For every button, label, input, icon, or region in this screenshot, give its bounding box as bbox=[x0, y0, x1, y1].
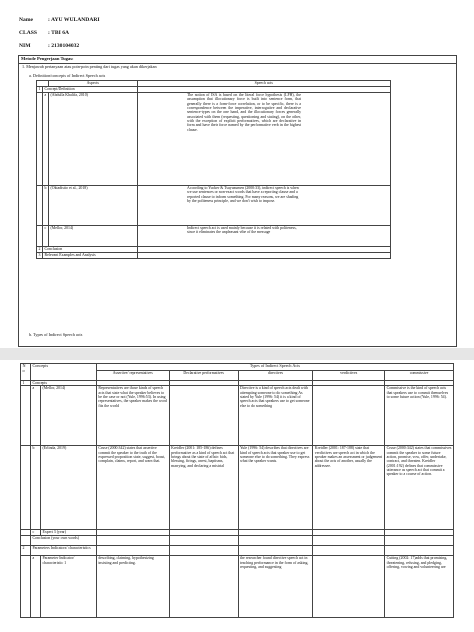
types-table bbox=[20, 363, 454, 618]
concept-cell: Expert 3 (year) bbox=[40, 530, 96, 536]
row-letter: b bbox=[30, 446, 40, 530]
row-number: 1 bbox=[37, 87, 43, 93]
concept-cell: (Mellor, 2014) bbox=[40, 386, 96, 446]
text-cell-wrap bbox=[137, 226, 390, 247]
type-declarative: Declarative performatives bbox=[169, 371, 238, 381]
cell-verdictives bbox=[313, 556, 385, 618]
cell-directives: Directive is a kind of speech acts dealt with attempting someone to do something As stated by Yule (1996: 54) it is a kind of speech acts that speakers use to get someone else to do something bbox=[238, 386, 313, 446]
nim-value: : 2130104032 bbox=[48, 43, 80, 49]
cell-assertive: Cruse (2000:342) states that assertive commit the speaker to the truth of the expressed proposition state, suggest, boast, complain, claims, report, and warn that. bbox=[96, 446, 169, 530]
text-cell: The notion of ISA is based on the literal force hypothesis (LFH), the assumption that illocutionary force is built into sentence form, that generally there is a form-force correlation, or to be specific, there is a correspondence between the imperative, interrogative and declarative sentence-types on the one hand, and the illocutionary forces generally associated with them (requesting, questioning and stating), on the other, with the exception of explicit performatives, which are declarative in form and have their force named by the performative verb in the highest clause. bbox=[187, 93, 302, 132]
row-number: 1 bbox=[21, 381, 31, 386]
cell-directives: the researcher found directive speech act in teaching performance in the form of asking, requesting, and suggesting bbox=[238, 556, 313, 618]
aspect-cell: (Oktadistio et al., 2018) bbox=[48, 186, 137, 226]
name-label: Name bbox=[19, 17, 33, 23]
cell-verdictives: Kreidler (2001: 187-188) state that verdictives are speech act in which the speaker makes an assessment or judgement about the acts of another, usually the addressee. bbox=[313, 446, 385, 530]
cell bbox=[96, 536, 169, 546]
page-gap bbox=[0, 348, 474, 360]
cell-commissive: Cutting (2002: 17)adds that promising, threatening, refusing, and pledging, offering, vowing and volunteering are bbox=[385, 556, 454, 618]
concept-cell: Concepts bbox=[30, 381, 96, 386]
row-letter: a bbox=[30, 556, 40, 618]
row-number: 2 bbox=[37, 247, 43, 253]
aspect-cell: (Abdulla Khalifa, 2010) bbox=[48, 93, 137, 186]
cell bbox=[385, 546, 454, 556]
class-label: CLASS bbox=[19, 30, 38, 36]
name-value: : AYU WULANDARI bbox=[48, 17, 100, 23]
row-letter: c bbox=[30, 530, 40, 536]
type-directives: directives bbox=[238, 371, 313, 381]
concept-cell: (Erlinda, 2019) bbox=[40, 446, 96, 530]
row-number bbox=[21, 556, 31, 618]
cell-directives: Yule (1996: 54) describes that directives are kind of speech acts that speaker use to get someone else to do something. They express what the speaker wants. bbox=[238, 446, 313, 530]
nim-label: NIM bbox=[19, 43, 31, 49]
row-number bbox=[21, 446, 31, 530]
aspect-cell: Conclusion bbox=[42, 247, 137, 253]
definition-table bbox=[36, 80, 391, 259]
aspect-cell: (Mellor, 2014) bbox=[48, 226, 137, 247]
type-commissive: commissive bbox=[385, 371, 454, 381]
cell-commissive: Commissive is the kind of speech acts that speakers use to commit themselves to some future action (Yule, 1996: 54). bbox=[385, 386, 454, 446]
cell bbox=[238, 546, 313, 556]
cell bbox=[169, 546, 238, 556]
class-value: : TBI 6A bbox=[48, 30, 70, 36]
cell-declarative bbox=[169, 386, 238, 446]
aspect-cell: Concept/Definition bbox=[42, 87, 137, 93]
cell-commissive: Cruse (2000:342) states that commissives commit the speaker to some future action, promise, vow, offer, undertake, contract, and threaten. Kreidler (2001:192) defines that commissive utterance as speech act that commit a speaker to a course of action. bbox=[385, 446, 454, 530]
cell bbox=[313, 546, 385, 556]
section-b-heading: b. Types of Indirect Speech acts bbox=[29, 332, 83, 337]
cell-assertive: describing, claiming, hypothesizing insisting and predicting. bbox=[96, 556, 169, 618]
text-cell bbox=[137, 253, 390, 259]
header-aspects: Aspects bbox=[48, 81, 137, 87]
cell-declarative: Kreidler (2001: 185-186) defines performative as a kind of speech act that brings about the state of affair: bids, blessing, firings, arrest, baptisms, marrying, and declaring a mistrial bbox=[169, 446, 238, 530]
row-number bbox=[21, 536, 31, 546]
cell bbox=[238, 536, 313, 546]
text-cell-wrap bbox=[137, 93, 390, 186]
row-number: 2 bbox=[21, 546, 31, 556]
cell bbox=[96, 546, 169, 556]
row-letter: b bbox=[42, 186, 48, 226]
cell-verdictives bbox=[313, 386, 385, 446]
header-speech-acts: Speech acts bbox=[137, 81, 390, 87]
text-cell-wrap bbox=[137, 186, 390, 226]
cell-assertive: Representatives are those kinds of speech acts that state what the speaker believes to be the case or not (Yule, 1996:53). In using representatives, the speaker makes the word fits the world bbox=[96, 386, 169, 446]
col-no: N o bbox=[21, 364, 31, 381]
col-concepts: Concepts bbox=[30, 364, 96, 381]
concept-cell: Conclusion (your own words) bbox=[30, 536, 96, 546]
type-verdictives: verdictives bbox=[313, 371, 385, 381]
concept-cell: Parameters Indicators/ characteristics bbox=[30, 546, 96, 556]
row-number: 3 bbox=[37, 253, 43, 259]
method-title: Metode Pengerjaan Tugas: bbox=[21, 56, 74, 61]
cell bbox=[385, 536, 454, 546]
text-cell: Indirect speech act is used mainly because it is related with politeness, since it eliminates the unpleasant vibe of the message bbox=[187, 226, 297, 235]
type-assertive: Assertive/ representatives bbox=[96, 371, 169, 381]
cell bbox=[169, 536, 238, 546]
row-number bbox=[21, 386, 31, 446]
types-group-header: Types of Indirect Speech Acts bbox=[96, 364, 453, 371]
instruction-text: 1. Menjawab pertanyaan atau poin-poin penting dari tugas yang akan dikerjakan bbox=[22, 64, 157, 69]
text-cell: According to Yucker & Tsuyuzumen (2000:33), indirect speech is when we use sentences or non-exact words that have a reporting clause and a reported clause to inform something. For many reasons, we are shading by the politeness principle, and we don't wish to impose. bbox=[187, 186, 299, 204]
cell-declarative bbox=[169, 556, 238, 618]
aspect-cell: Relevant Examples and Analysis bbox=[42, 253, 137, 259]
row-letter: a bbox=[42, 93, 48, 186]
section-a-heading: a. Definition/concepts of Indirect Speech acts bbox=[29, 73, 106, 78]
cell bbox=[313, 536, 385, 546]
concept-cell: Parameter Indicator/ characteristic 1 bbox=[40, 556, 96, 618]
row-letter: c bbox=[42, 226, 48, 247]
row-letter: a bbox=[30, 386, 40, 446]
document-page-2 bbox=[0, 360, 474, 632]
